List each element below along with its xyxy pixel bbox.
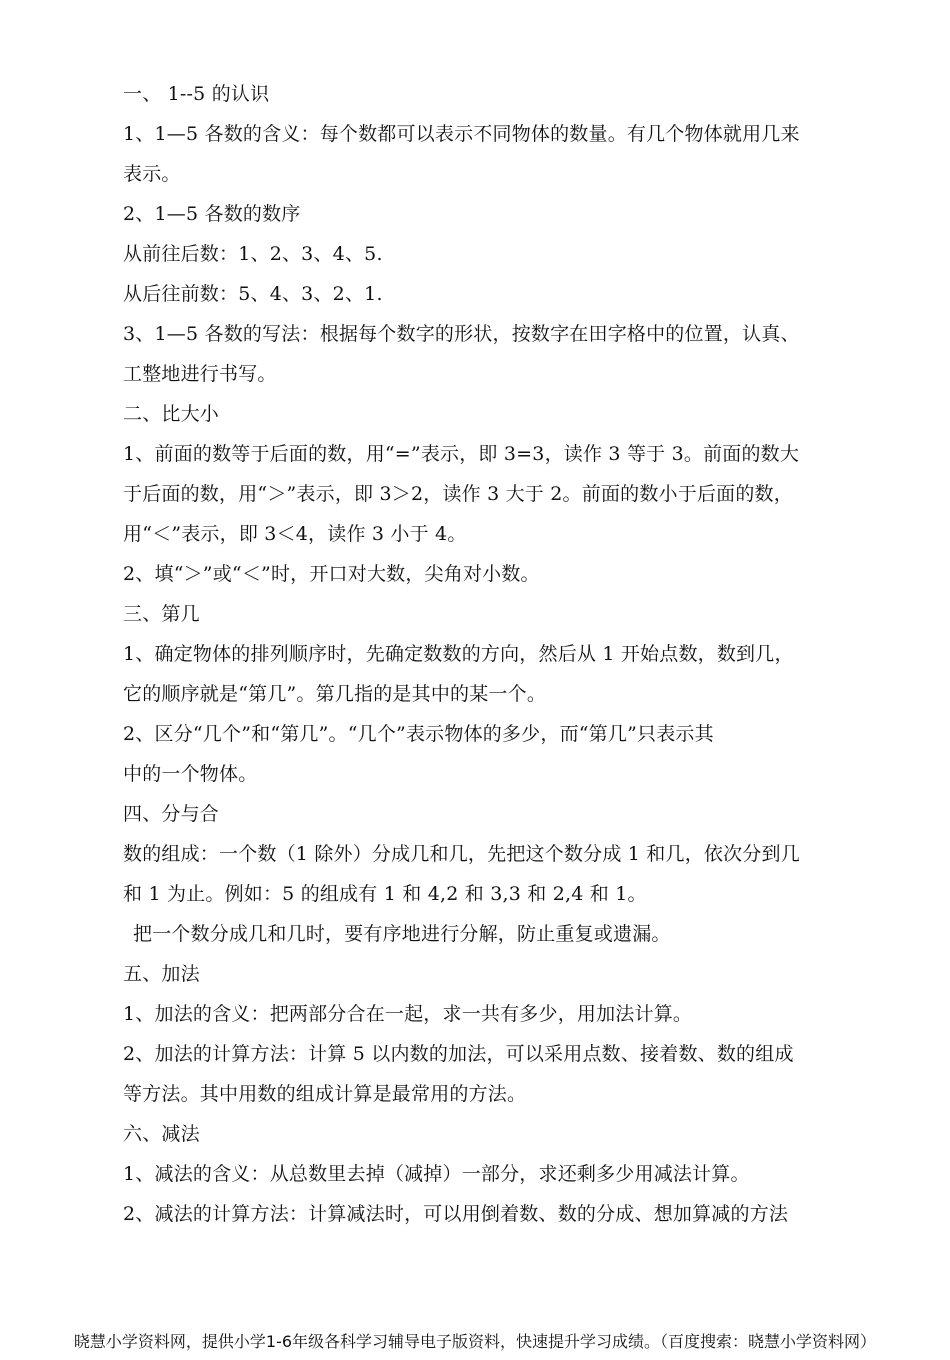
section-heading-2: 二、比大小 <box>123 403 220 425</box>
text-line: 用“＜”表示，即 3＜4，读作 3 小于 4。 <box>123 523 467 545</box>
text-line: 2、填“＞”或“＜”时，开口对大数，尖角对小数。 <box>123 563 540 585</box>
section-heading-4: 四、分与合 <box>123 803 220 825</box>
text-line: 1、减法的含义：从总数里去掉（减掉）一部分，求还剩多少用减法计算。 <box>123 1163 750 1185</box>
text-line: 1、前面的数等于后面的数，用“=”表示，即 3=3，读作 3 等于 3。前面的数大 <box>123 443 800 465</box>
text-line: 工整地进行书写。 <box>123 363 277 385</box>
section-heading-1: 一、 1--5 的认识 <box>123 83 270 105</box>
text-line: 和 1 为止。例如：5 的组成有 1 和 4,2 和 3,3 和 2,4 和 1。 <box>123 883 647 905</box>
section-heading-6: 六、减法 <box>123 1123 200 1145</box>
page-footer: 晓慧小学资料网，提供小学1-6年级各科学习辅导电子版资料，快速提升学习成绩。（百度搜索：晓慧小学资料网） <box>73 1332 877 1351</box>
text-line: 等方法。其中用数的组成计算是最常用的方法。 <box>123 1083 527 1105</box>
text-line: 它的顺序就是“第几”。第几指的是其中的某一个。 <box>123 683 547 705</box>
text-line: 从后往前数：5、4、3、2、1. <box>123 283 383 305</box>
text-line: 把一个数分成几和几时，要有序地进行分解，防止重复或遗漏。 <box>133 923 671 945</box>
text-line: 于后面的数，用“＞”表示，即 3＞2，读作 3 大于 2。前面的数小于后面的数， <box>123 483 793 505</box>
text-line: 表示。 <box>123 163 181 185</box>
text-line: 2、减法的计算方法：计算减法时，可以用倒着数、数的分成、想加算减的方法 <box>123 1203 789 1225</box>
text-line: 3、1—5 各数的写法：根据每个数字的形状，按数字在田字格中的位置，认真、 <box>123 323 800 345</box>
section-heading-3: 三、第几 <box>123 603 200 625</box>
text-line: 1、加法的含义：把两部分合在一起，求一共有多少，用加法计算。 <box>123 1003 693 1025</box>
text-line: 2、1—5 各数的数序 <box>123 203 301 225</box>
text-line: 1、确定物体的排列顺序时，先确定数数的方向，然后从 1 开始点数，数到几， <box>123 643 794 665</box>
text-line: 2、区分“几个”和“第几”。“几个”表示物体的多少，而“第几”只表示其 <box>123 723 714 745</box>
text-line: 中的一个物体。 <box>123 763 258 785</box>
text-line: 2、加法的计算方法：计算 5 以内数的加法，可以采用点数、接着数、数的组成 <box>123 1043 794 1065</box>
text-line: 1、1—5 各数的含义：每个数都可以表示不同物体的数量。有几个物体就用几来 <box>123 123 800 145</box>
text-line: 从前往后数：1、2、3、4、5. <box>123 243 383 265</box>
document-body <box>123 74 835 1234</box>
text-line: 数的组成：一个数（1 除外）分成几和几，先把这个数分成 1 和几，依次分到几 <box>123 843 800 865</box>
section-heading-5: 五、加法 <box>123 963 200 985</box>
